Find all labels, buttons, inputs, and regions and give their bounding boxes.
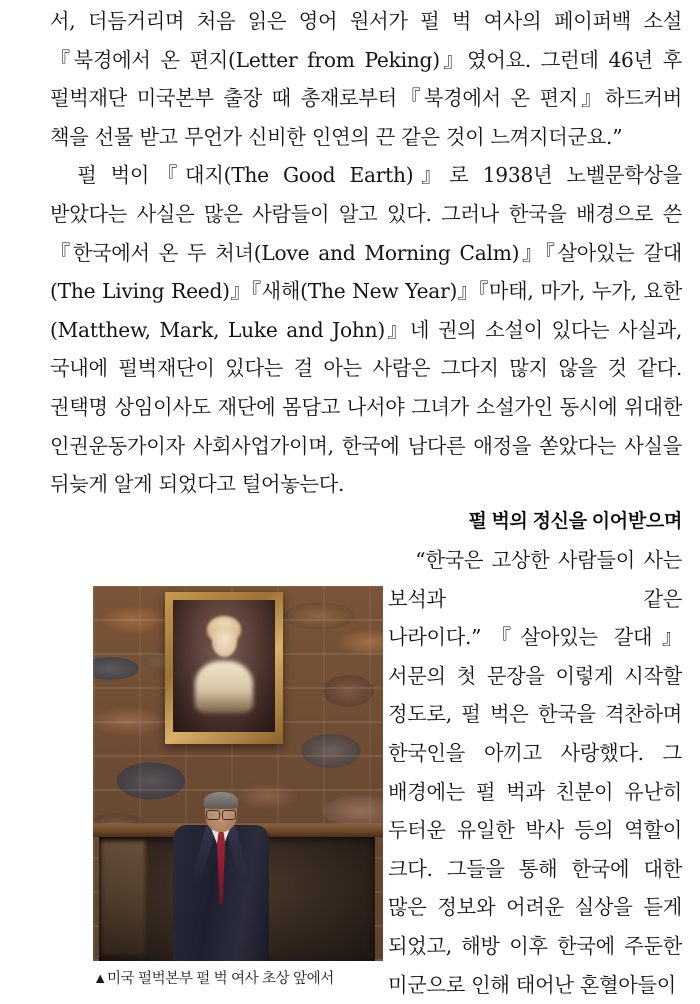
photo-caption: ▲미국 펄벅본부 펄 벅 여사 초상 앞에서	[93, 971, 334, 987]
photo-pearl-buck-portrait	[93, 586, 383, 961]
paragraph-pearl-buck-novels: 펄 벅이『대지(The Good Earth)』로 1938년 노벨문학상을 받았다는 사실은 많은 사람들이 알고 있다. 그러나 한국을 배경으로 쓴『한국에서 온 두 처녀(Love and Morning Calm)』『살아있는 갈대(The Living Reed)』『새해(The New Year)』『마태, 마가, 누가, 요한(Matthew, Mark, Luke and John)』네 권의 소설이 있다는 사실과, 국내에 펄벅재단이 있다는 걸 아는 사람은 그다지 많지 않을 것 같다. 권택명 상임이사도 재단에 몸담고 나서야 그녀가 소설가인 동시에 위대한 인권운동가이자 사회사업가이며, 한국에 남다른 애정을 쏟았다는 사실을 뒤늦게 알게 되었다고 털어놓는다.	[50, 163, 682, 497]
glasses-lens-right	[222, 810, 236, 820]
paragraph-continued: 서, 더듬거리며 처음 읽은 영어 원서가 펄 벅 여사의 페이퍼백 소설『북경에서 온 편지(Letter from Peking)』였어요. 그런데 46년 후 펄벅재단 미국본부 출장 때 총재로부터『북경에서 온 편지』하드커버 책을 선물 받고 무언가 신비한 인연의 끈 같은 것이 느껴지더군요.”	[50, 9, 682, 149]
portrait-sitter-body	[195, 661, 253, 713]
person-glasses-icon	[206, 810, 236, 818]
portrait-sitter-face	[212, 626, 237, 657]
person-hair	[204, 792, 238, 809]
section-heading: 펄 벅의 정신을 이어받으며	[468, 511, 682, 532]
glasses-lens-left	[206, 810, 220, 820]
portrait-frame	[165, 592, 283, 744]
portrait-canvas	[173, 600, 275, 732]
body-text-top	[50, 2, 682, 504]
paragraph-korea-praise: “한국은 고상한 사람들이 사는 보석과 같은 나라이다.”『살아있는 갈대』서문의 첫 문장을 이렇게 시작할 정도로, 펄 벅은 한국을 격찬하며 한국인을 아끼고 사랑했다. 그 배경에는 펄 벅과 친분이 유난히 두터운 유일한 박사 등의 역할이 크다. 그들을 통해 한국에 대한 많은 정보와 어려운 실상을 듣게 되었고, 해방 이후 한국에 주둔한 미군으로 인해 태어난 혼혈아들이	[388, 548, 682, 997]
person-in-photo	[173, 794, 269, 961]
right-text-column	[388, 505, 682, 1004]
lower-two-column-region	[0, 505, 700, 998]
figure-block	[93, 586, 383, 989]
